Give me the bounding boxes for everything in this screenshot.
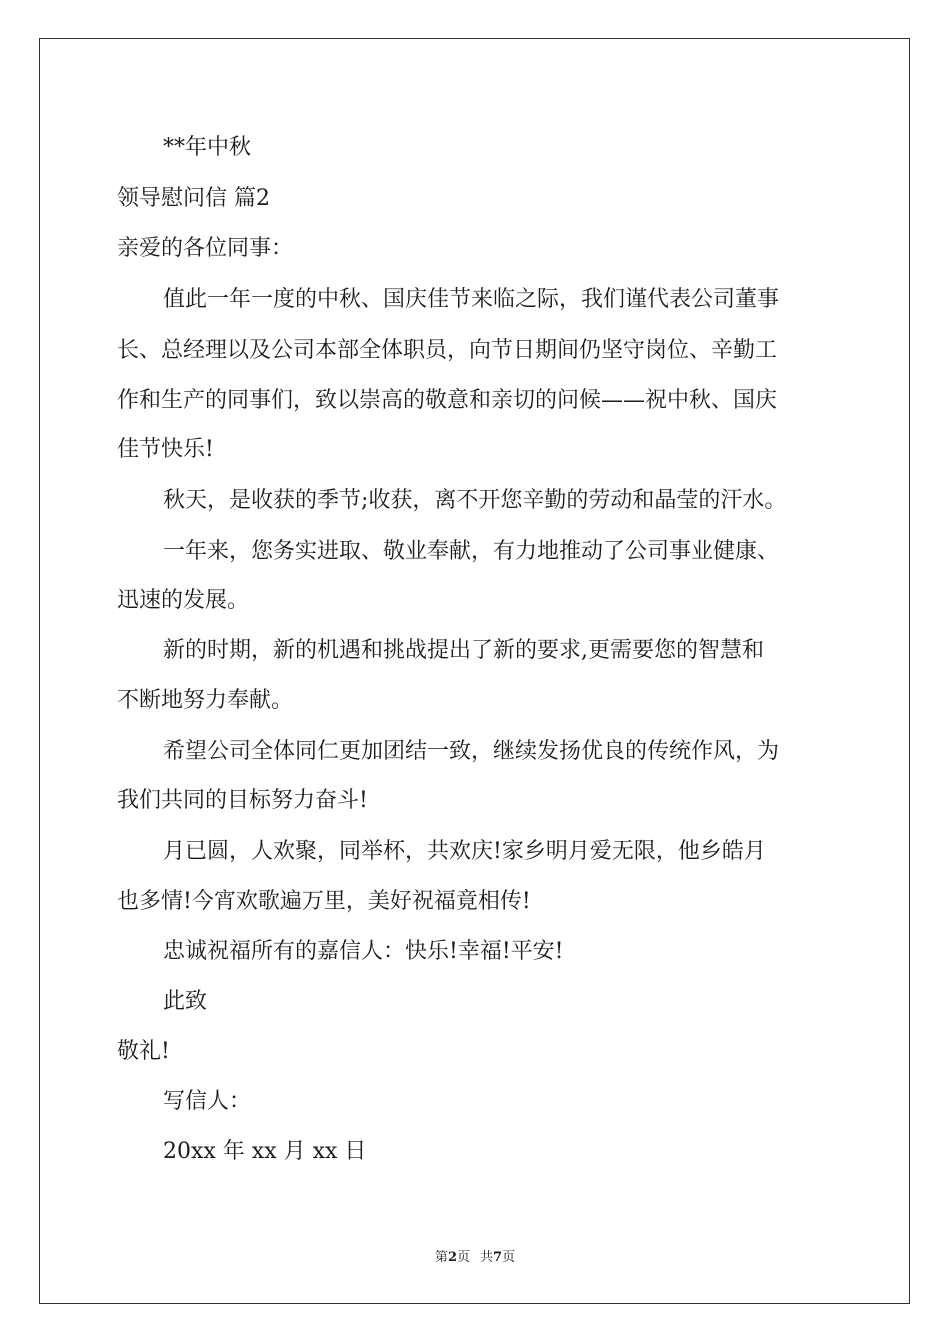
paragraph-line: 长、总经理以及公司本部全体职员，向节日期间仍坚守岗位、辛勤工 (117, 338, 778, 363)
closing-regards: 敬礼! (117, 1039, 170, 1064)
total-suffix: 页 (502, 1250, 516, 1265)
paragraph-line: 忠诚祝福所有的嘉信人：快乐!幸福!平安! (163, 939, 564, 964)
page-footer (0, 1246, 950, 1265)
text-line: **年中秋 (163, 135, 252, 160)
total-pages-number: 7 (493, 1250, 503, 1265)
current-page-number: 2 (447, 1250, 457, 1265)
paragraph-line: 也多情!今宵欢歌遍万里，美好祝福竟相传! (117, 889, 531, 914)
paragraph-line: 我们共同的目标努力奋斗! (117, 788, 368, 813)
paragraph-line: 秋天，是收获的季节;收获，离不开您辛勤的劳动和晶莹的汗水。 (163, 488, 787, 513)
paragraph-line: 希望公司全体同仁更加团结一致，继续发扬优良的传统作风，为 (163, 739, 780, 764)
signature-label: 写信人： (163, 1089, 252, 1114)
paragraph-line: 迅速的发展。 (117, 588, 250, 613)
paragraph-line: 新的时期，新的机遇和挑战提出了新的要求,更需要您的智慧和 (163, 638, 764, 663)
page-suffix: 页 (456, 1250, 470, 1265)
total-prefix: 共 (480, 1250, 494, 1265)
paragraph-line: 值此一年一度的中秋、国庆佳节来临之际，我们谨代表公司董事 (163, 287, 780, 312)
salutation: 亲爱的各位同事： (117, 236, 294, 261)
page-prefix: 第 (434, 1250, 448, 1265)
closing: 此致 (163, 989, 208, 1014)
paragraph-line: 佳节快乐! (117, 437, 214, 462)
paragraph-line: 不断地努力奉献。 (117, 688, 294, 713)
paragraph-line: 月已圆，人欢聚，同举杯，共欢庆!家乡明月爱无限，他乡皓月 (163, 839, 766, 864)
date-line: 20xx 年 xx 月 xx 日 (163, 1139, 367, 1164)
paragraph-line: 一年来，您务实进取、敬业奉献，有力地推动了公司事业健康、 (163, 539, 780, 564)
letter-heading: 领导慰问信 篇2 (117, 186, 270, 211)
paragraph-line: 作和生产的同事们，致以崇高的敬意和亲切的问候——祝中秋、国庆 (117, 388, 778, 413)
